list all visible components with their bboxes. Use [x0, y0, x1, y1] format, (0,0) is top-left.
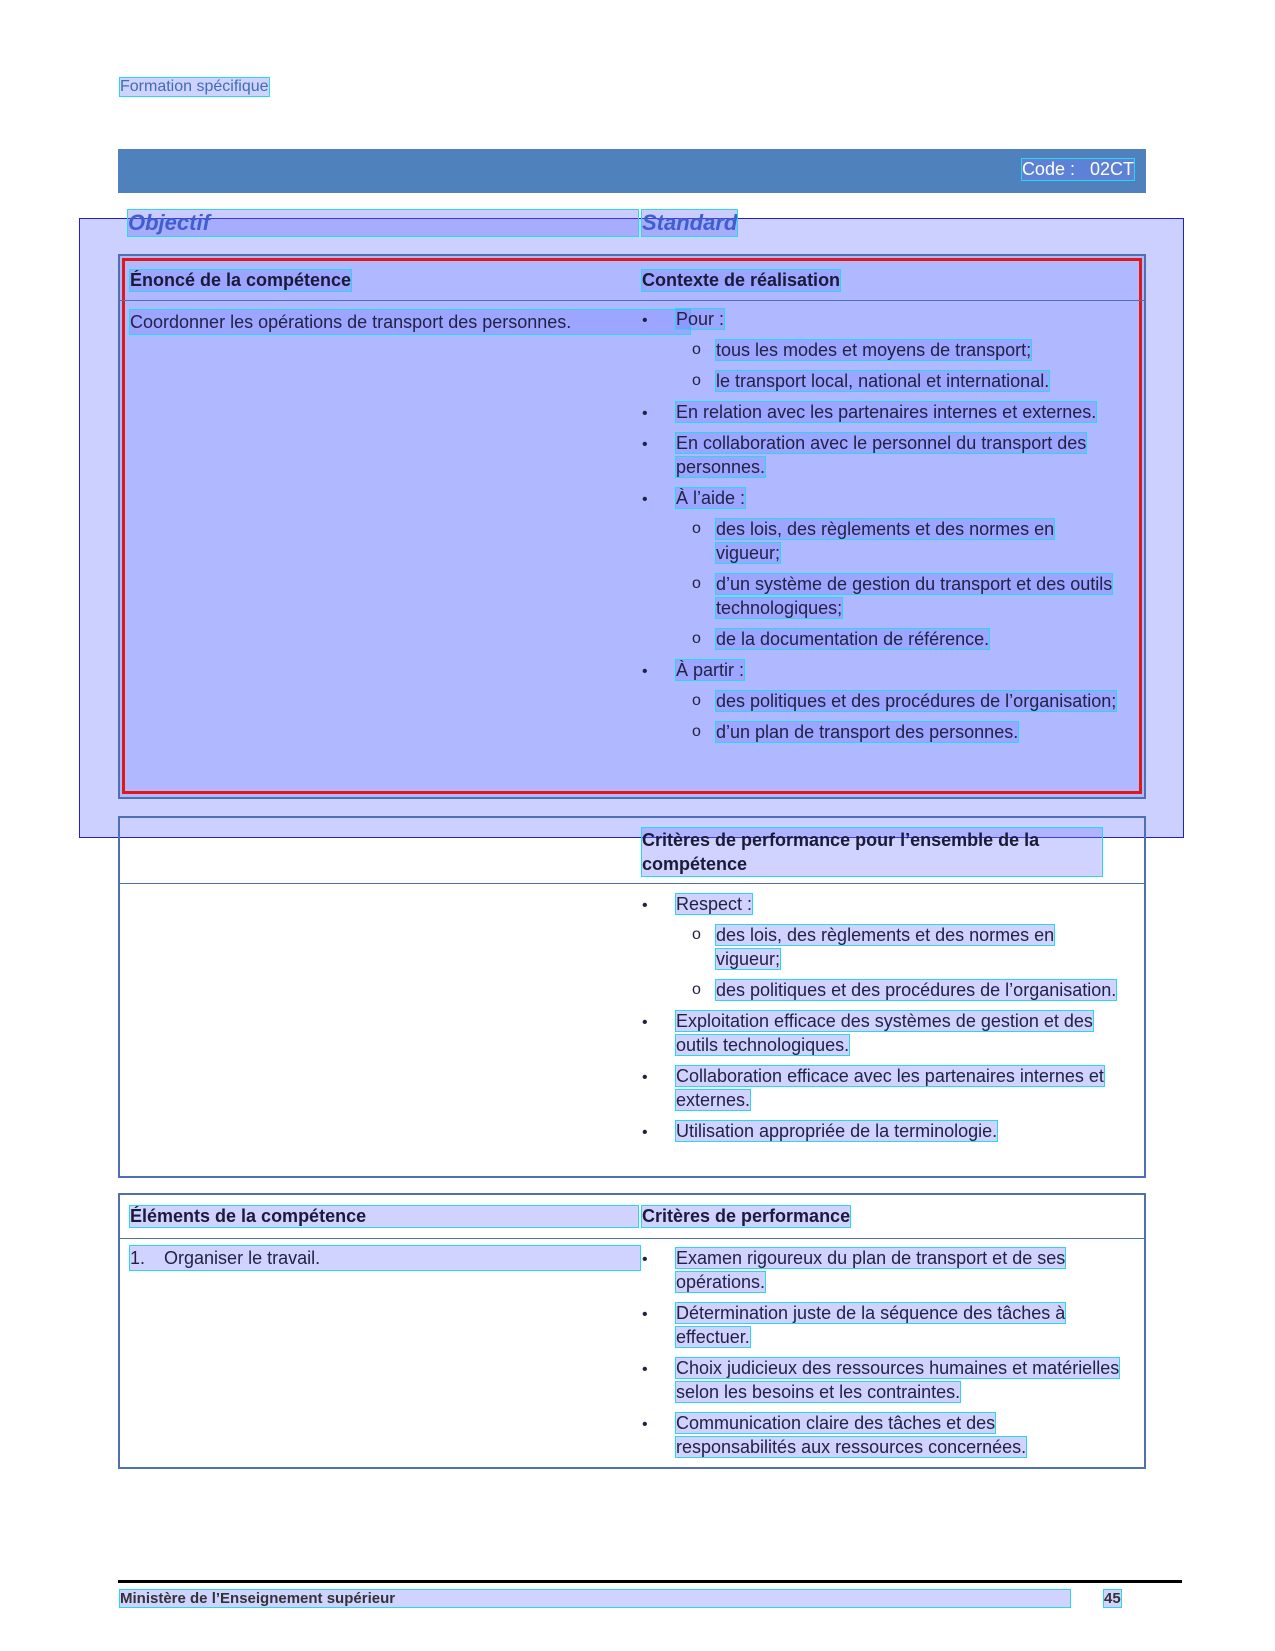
- sub-list-item-text: le transport local, national et international.: [716, 371, 1050, 391]
- table3-left-head: Éléments de la compétence: [130, 1206, 638, 1227]
- table2-right-head: Critères de performance pour l’ensemble de la compétence: [642, 828, 1102, 876]
- element-number: 1.: [130, 1248, 146, 1268]
- sub-list-item-text: des lois, des règlements et des normes en vigueur;: [716, 519, 1055, 563]
- bullet-icon: •: [642, 1416, 648, 1433]
- sub-list-item: [642, 720, 1120, 744]
- sub-list-item: [642, 338, 1120, 362]
- bullet-icon: •: [642, 436, 648, 453]
- list-item-text: Pour :: [676, 309, 725, 329]
- sub-bullet-icon: o: [692, 520, 701, 537]
- bullet-icon: •: [642, 1124, 648, 1141]
- list-item: [642, 1064, 1120, 1112]
- list-item: [642, 1009, 1120, 1057]
- table1-divider: [120, 300, 1144, 301]
- sub-bullet-icon: o: [692, 981, 701, 998]
- sub-bullet-icon: o: [692, 372, 701, 389]
- list-item-text: Collaboration efficace avec les partenaires internes et externes.: [676, 1066, 1104, 1110]
- list-item-text: Détermination juste de la séquence des tâches à effectuer.: [676, 1303, 1066, 1347]
- bullet-list: [642, 1246, 1120, 1459]
- bullet-icon: •: [642, 1251, 648, 1268]
- list-item-text: Examen rigoureux du plan de transport et de ses opérations.: [676, 1248, 1066, 1292]
- sub-list-item: [642, 572, 1120, 620]
- sub-bullet-icon: o: [692, 341, 701, 358]
- criteres-performance-list: [642, 1246, 1120, 1466]
- competence-statement: Coordonner les opérations de transport des personnes.: [130, 310, 690, 334]
- footer-rule: [118, 1580, 1182, 1583]
- bullet-icon: •: [642, 1361, 648, 1378]
- bullet-icon: •: [642, 491, 648, 508]
- sub-bullet-icon: o: [692, 723, 701, 740]
- list-item: [642, 307, 1120, 331]
- list-item: [642, 400, 1120, 424]
- sub-list-item-text: des politiques et des procédures de l’organisation;: [716, 691, 1117, 711]
- table3-divider: [120, 1238, 1144, 1239]
- list-item-text: À partir :: [676, 660, 745, 680]
- bullet-icon: •: [642, 897, 648, 914]
- sub-bullet-icon: o: [692, 926, 701, 943]
- sub-bullet-icon: o: [692, 692, 701, 709]
- sub-list-item-text: de la documentation de référence.: [716, 629, 990, 649]
- code-text: Code : 02CT: [1021, 159, 1134, 179]
- list-item: [642, 1119, 1120, 1143]
- list-item: [642, 431, 1120, 479]
- objective-title: Objectif: [128, 210, 638, 236]
- sub-bullet-icon: o: [692, 630, 701, 647]
- list-item: [642, 1301, 1120, 1349]
- bullet-list: [642, 892, 1120, 1143]
- bullet-icon: •: [642, 312, 648, 329]
- bullet-list: [642, 307, 1120, 744]
- sub-list-item: [642, 689, 1120, 713]
- contexte-list: [642, 307, 1120, 751]
- list-item-text: En collaboration avec le personnel du transport des personnes.: [676, 433, 1087, 477]
- standard-title: Standard: [642, 210, 738, 235]
- sub-list-item: [642, 369, 1120, 393]
- list-item: [642, 1411, 1120, 1459]
- sub-list-item-text: tous les modes et moyens de transport;: [716, 340, 1032, 360]
- sub-list-item-text: d’un plan de transport des personnes.: [716, 722, 1019, 742]
- criteres-ensemble-list: [642, 892, 1120, 1150]
- list-item-text: Utilisation appropriée de la terminologie.: [676, 1121, 998, 1141]
- bullet-icon: •: [642, 405, 648, 422]
- sub-list-item: [642, 627, 1120, 651]
- sub-list-item: [642, 978, 1120, 1002]
- list-item: [642, 1246, 1120, 1294]
- table3-right-head: Critères de performance: [642, 1206, 851, 1226]
- list-item: [642, 892, 1120, 916]
- bullet-icon: •: [642, 1069, 648, 1086]
- list-item-text: En relation avec les partenaires internes et externes.: [676, 402, 1097, 422]
- list-item: [642, 1356, 1120, 1404]
- element-text: Organiser le travail.: [164, 1248, 321, 1268]
- sub-bullet-icon: o: [692, 575, 701, 592]
- sub-list-item: [642, 517, 1120, 565]
- sub-list-item-text: d’un système de gestion du transport et des outils technologiques;: [716, 574, 1113, 618]
- list-item-text: Respect :: [676, 894, 753, 914]
- header-label: Formation spécifique: [120, 78, 269, 95]
- bullet-icon: •: [642, 1306, 648, 1323]
- list-item-text: Exploitation efficace des systèmes de gestion et des outils technologiques.: [676, 1011, 1093, 1055]
- list-item: [642, 486, 1120, 510]
- sub-list-item-text: des politiques et des procédures de l’organisation.: [716, 980, 1117, 1000]
- table1-right-head: Contexte de réalisation: [642, 270, 841, 290]
- table2-divider: [120, 883, 1144, 884]
- table1-left-head: Énoncé de la compétence: [130, 270, 352, 290]
- sub-list-item-text: des lois, des règlements et des normes en vigueur;: [716, 925, 1055, 969]
- sub-list-item: [642, 923, 1120, 971]
- page-number: 45: [1104, 1590, 1121, 1607]
- element-1: [130, 1246, 640, 1270]
- list-item-text: Communication claire des tâches et des responsabilités aux ressources concernées.: [676, 1413, 1027, 1457]
- list-item: [642, 658, 1120, 682]
- list-item-text: Choix judicieux des ressources humaines et matérielles selon les besoins et les contraintes.: [676, 1358, 1120, 1402]
- bullet-icon: •: [642, 663, 648, 680]
- bullet-icon: •: [642, 1014, 648, 1031]
- code-bar: [118, 149, 1146, 193]
- footer-ministry: Ministère de l’Enseignement supérieur: [120, 1590, 1070, 1607]
- list-item-text: À l’aide :: [676, 488, 746, 508]
